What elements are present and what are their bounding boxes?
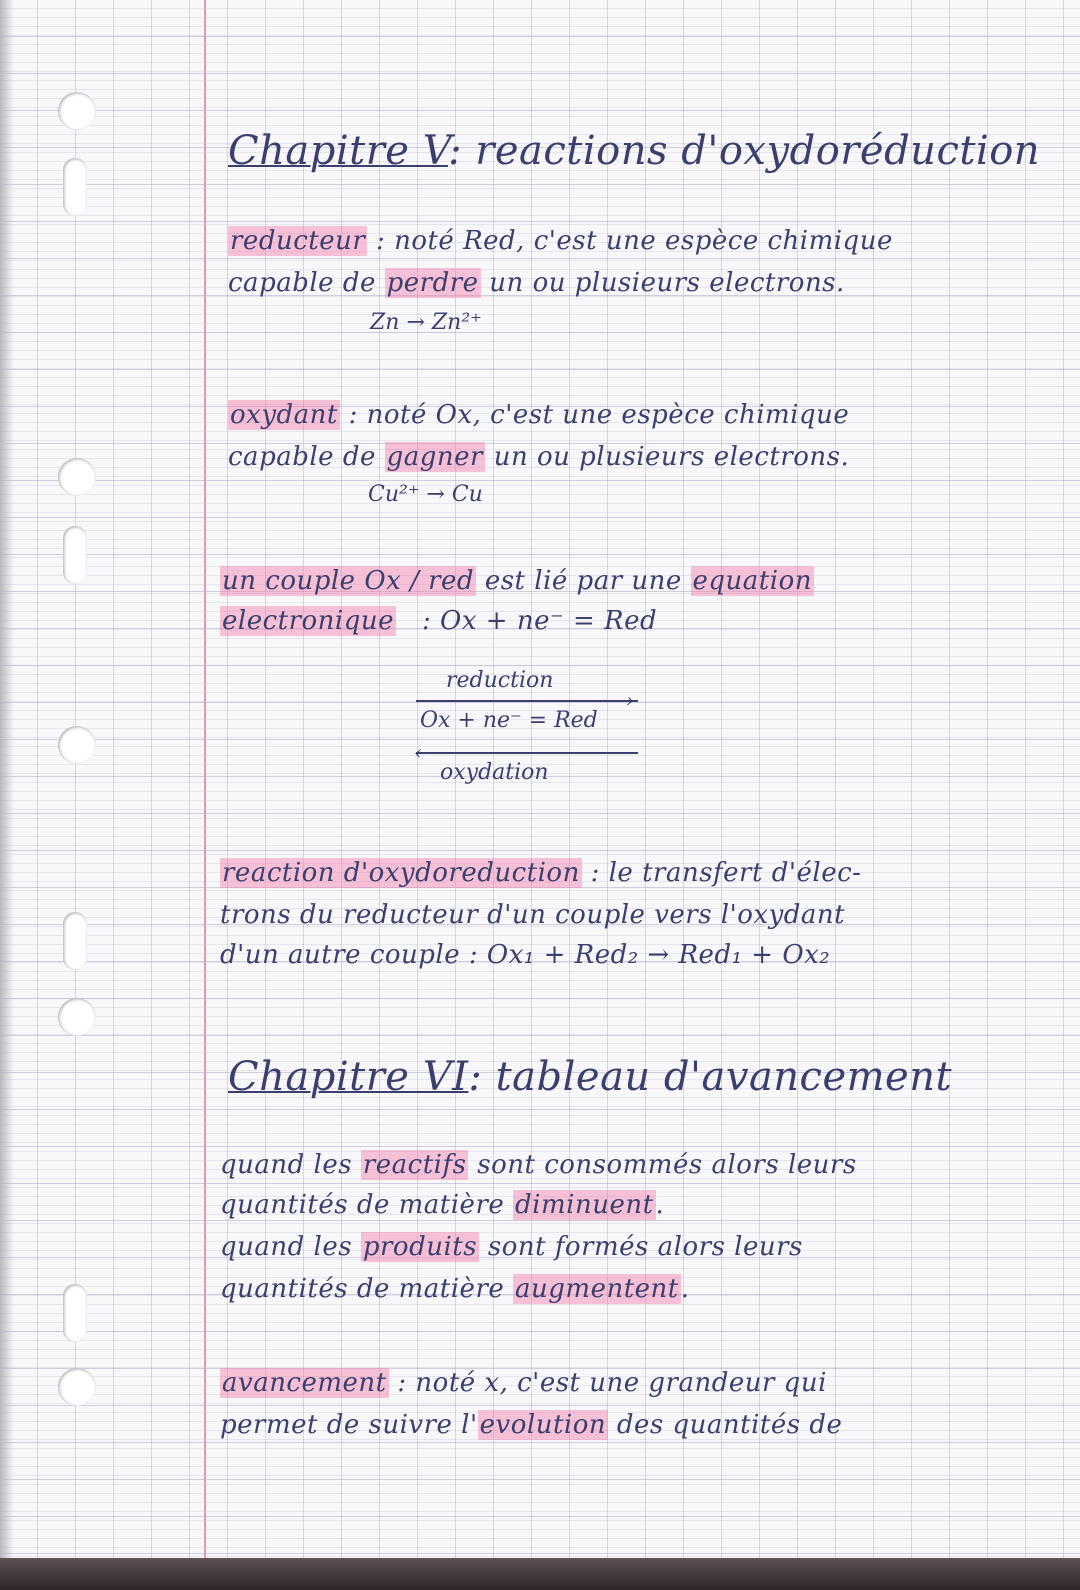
- text-fragment: sont consommés alors leurs: [468, 1150, 857, 1180]
- text-fragment: capable de: [228, 442, 385, 472]
- chapter6-title: [228, 1054, 952, 1100]
- couple-line1: [220, 566, 814, 596]
- couple-line2: [220, 606, 657, 636]
- reduction-arrowhead-icon: ›: [626, 688, 634, 712]
- oxydant-term: oxydant: [230, 400, 338, 430]
- binder-hole-oval: [63, 1284, 87, 1342]
- text-fragment: : le transfert d'élec-: [581, 858, 862, 888]
- text-fragment: sont formés alors leurs: [479, 1232, 803, 1262]
- text-fragment: quand les: [220, 1232, 361, 1262]
- text-fragment: quand les: [220, 1150, 361, 1180]
- oxydation-arrow: [416, 752, 638, 754]
- reaction-term: reaction d'oxydoreduction: [222, 858, 580, 888]
- oxydation-arrowhead-icon: ‹: [414, 740, 422, 764]
- reaction-line2: trons du reducteur d'un couple vers l'oxydant: [220, 900, 846, 930]
- avancement-line1: [220, 1368, 827, 1398]
- oxydant-example: Cu²⁺ → Cu: [368, 482, 483, 507]
- reducteur-term: reducteur: [230, 226, 366, 256]
- chapter5-title-number: Chapitre V: [228, 128, 449, 174]
- highlight-augmentent: augmentent: [515, 1274, 679, 1304]
- couple-term: un couple Ox / red: [222, 566, 475, 596]
- text-fragment: quantités de matière: [220, 1274, 514, 1304]
- text-fragment: est lié par une: [476, 566, 691, 596]
- background-strip: [0, 1558, 1080, 1590]
- highlight-reactifs: reactifs: [362, 1150, 467, 1180]
- binder-hole-oval: [63, 526, 87, 584]
- reducteur-line2: [228, 268, 845, 298]
- binder-hole-round: [58, 998, 96, 1036]
- oxydant-line1: [228, 400, 849, 430]
- diagram-reduction-label: reduction: [446, 668, 554, 693]
- highlight-perdre: perdre: [386, 268, 479, 298]
- diagram-equation: Ox + ne⁻ = Red: [420, 708, 598, 733]
- binder-hole-oval: [63, 912, 87, 970]
- page-shadow: [0, 0, 14, 1590]
- oxydant-line2: [228, 442, 849, 472]
- text-fragment: un ou plusieurs electrons.: [480, 268, 845, 298]
- chapter6-title-text: : tableau d'avancement: [468, 1054, 953, 1100]
- highlight-produits: produits: [362, 1232, 478, 1262]
- binder-hole-round: [58, 458, 96, 496]
- text-fragment: capable de: [228, 268, 385, 298]
- binder-hole-round: [58, 726, 96, 764]
- chapter5-title-text: : reactions d'oxydoréduction: [448, 128, 1041, 174]
- highlight-equation: equation: [692, 566, 812, 596]
- text-fragment: : noté x, c'est une grandeur qui: [388, 1368, 827, 1398]
- reducteur-line1: [228, 226, 893, 256]
- produits-line1: [220, 1232, 803, 1262]
- chapter6-title-number: Chapitre VI: [228, 1054, 469, 1100]
- text-fragment: un ou plusieurs electrons.: [484, 442, 850, 472]
- text-fragment: des quantités de: [608, 1410, 843, 1440]
- avancement-term: avancement: [222, 1368, 387, 1398]
- binder-hole-round: [58, 1368, 96, 1406]
- highlight-evolution: evolution: [479, 1410, 607, 1440]
- reduction-arrow: [416, 700, 638, 702]
- highlight-electronique: electronique: [222, 606, 395, 636]
- avancement-line2: [220, 1410, 842, 1440]
- chapter5-title: [228, 128, 1040, 174]
- text-fragment: permet de suivre l': [220, 1410, 478, 1440]
- highlight-diminuent: diminuent: [515, 1190, 654, 1220]
- margin-line: [204, 0, 206, 1590]
- binder-hole-oval: [63, 158, 87, 216]
- reducteur-def: : noté Red, c'est une espèce chimique: [367, 226, 893, 256]
- text-fragment: .: [680, 1274, 690, 1304]
- oxydant-def: : noté Ox, c'est une espèce chimique: [339, 400, 850, 430]
- text-fragment: quantités de matière: [220, 1190, 514, 1220]
- reactifs-line1: [220, 1150, 857, 1180]
- reaction-line3: d'un autre couple : Ox₁ + Red₂ → Red₁ + Ox₂: [220, 940, 831, 970]
- produits-line2: [220, 1274, 690, 1304]
- text-fragment: .: [655, 1190, 665, 1220]
- reducteur-example: Zn → Zn²⁺: [370, 310, 482, 335]
- reactifs-line2: [220, 1190, 664, 1220]
- reaction-line1: [220, 858, 861, 888]
- diagram-oxydation-label: oxydation: [440, 760, 549, 785]
- binder-hole-round: [58, 92, 96, 130]
- couple-formula: : Ox + ne⁻ = Red: [422, 606, 658, 636]
- highlight-gagner: gagner: [386, 442, 483, 472]
